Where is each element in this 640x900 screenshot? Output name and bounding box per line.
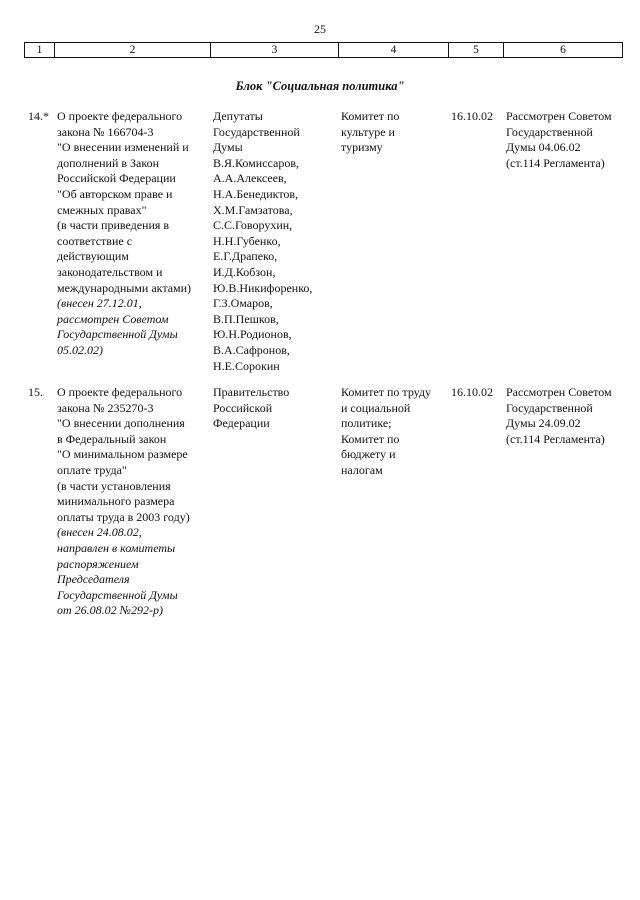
result-line: Рассмотрен Советом	[506, 109, 612, 123]
column-number-1: 1	[25, 43, 55, 58]
date-text: 16.10.02	[451, 109, 493, 123]
bill-status-note-line: (внесен 27.12.01,	[57, 296, 142, 311]
bill-status-note-line: (внесен 24.08.02,	[57, 525, 142, 540]
column-number-2: 2	[55, 43, 211, 58]
author-line: И.Д.Кобзон,	[213, 264, 276, 279]
committee-line: Комитет по	[341, 109, 400, 123]
committee-line: Комитет по	[341, 431, 400, 446]
column-number-5: 5	[449, 43, 504, 58]
committee-line: Комитет по труду	[341, 385, 432, 399]
author-line: Н.Е.Сорокин	[213, 358, 280, 373]
bill-title-line: закона № 235270-3	[57, 400, 154, 415]
entry-number	[28, 109, 58, 125]
author-line: В.А.Сафронов,	[213, 342, 290, 357]
bill-title-line: в Федеральный закон	[57, 431, 167, 446]
bill-title-line: Российской Федерации	[57, 171, 176, 186]
bill-title-line: "Об авторском праве и	[57, 186, 173, 201]
bill-title-line: (в части установления	[57, 478, 171, 493]
committee-line: культуре и	[341, 124, 395, 139]
section-title: Блок "Социальная политика"	[235, 79, 405, 93]
committee-line: бюджету и	[341, 447, 396, 462]
result-line: (ст.114 Регламента)	[506, 155, 605, 170]
bill-title-line: смежных правах"	[57, 202, 147, 217]
author-line: Ю.Н.Родионов,	[213, 327, 292, 342]
bill-status-note-line: Государственной Думы	[57, 587, 178, 602]
bill-title-line: О проекте федерального	[57, 109, 183, 123]
author-line: Российской	[213, 400, 273, 415]
committee-line: налогам	[341, 462, 383, 477]
page-number: 25	[314, 22, 326, 36]
committee-line: и социальной	[341, 400, 411, 415]
bill-status-note-line: Председателя	[57, 572, 130, 587]
bill-status-note-line: распоряжением	[57, 556, 139, 571]
result-line: Государственной	[506, 400, 593, 415]
committee-line: политике;	[341, 416, 392, 431]
bill-title-line: "О минимальном размере	[57, 447, 188, 462]
author-line: Г.З.Омаров,	[213, 296, 273, 311]
author-line: А.А.Алексеев,	[213, 171, 287, 186]
result-line: Государственной	[506, 124, 593, 139]
date-text: 16.10.02	[451, 385, 493, 399]
bill-title-line: "О внесении изменений и	[57, 140, 189, 155]
author-line: Правительство	[213, 385, 290, 399]
author-line: Х.М.Гамзатова,	[213, 202, 293, 217]
author-line: Н.Н.Губенко,	[213, 233, 281, 248]
author-line: Думы	[213, 140, 243, 155]
author-line: Федерации	[213, 416, 270, 431]
bill-title-line: законодательством и	[57, 264, 163, 279]
bill-status-note-line: рассмотрен Советом	[57, 311, 169, 326]
column-number-3: 3	[211, 43, 339, 58]
author-line: Ю.В.Никифоренко,	[213, 280, 313, 295]
result-line: Думы 24.09.02	[506, 416, 581, 431]
bill-authors	[213, 109, 333, 374]
bill-title-line: соответствие с	[57, 233, 133, 248]
author-line: В.Я.Комиссаров,	[213, 155, 299, 170]
entry-number	[28, 385, 58, 401]
bill-title-line: оплаты труда в 2003 году)	[57, 509, 190, 524]
bill-status-note-line: от 26.08.02 №292-р)	[57, 603, 163, 618]
author-line: Государственной	[213, 124, 300, 139]
bill-title-line: дополнений в Закон	[57, 155, 160, 170]
author-line: Н.А.Бенедиктов,	[213, 186, 299, 201]
entry-number-text: 15.	[28, 385, 43, 399]
author-line: Е.Г.Драпеко,	[213, 249, 278, 264]
consideration-date	[451, 385, 503, 401]
bill-status-note-line: 05.02.02)	[57, 342, 103, 357]
bill-title-line: (в части приведения в	[57, 218, 170, 233]
consideration-date	[451, 109, 503, 125]
responsible-committee	[341, 109, 445, 156]
bill-title-line: международными актами)	[57, 280, 192, 295]
bill-title	[57, 385, 205, 619]
result-line: (ст.114 Регламента)	[506, 431, 605, 446]
bill-title	[57, 109, 205, 359]
author-line: С.С.Говорухин,	[213, 218, 293, 233]
bill-title-line: закона № 166704-3	[57, 124, 154, 139]
consideration-result	[506, 109, 626, 171]
bill-status-note-line: Государственной Думы	[57, 327, 178, 342]
committee-line: туризму	[341, 140, 383, 155]
responsible-committee	[341, 385, 445, 479]
bill-title-line: О проекте федерального	[57, 385, 183, 399]
bill-status-note-line: направлен в комитеты	[57, 540, 176, 555]
bill-title-line: минимального размера	[57, 494, 175, 509]
consideration-result	[506, 385, 626, 447]
entry-number-text: 14.*	[28, 109, 49, 123]
bill-title-line: действующим	[57, 249, 129, 264]
bill-title-line: оплате труда"	[57, 462, 127, 477]
author-line: В.П.Пешков,	[213, 311, 279, 326]
result-line: Думы 04.06.02	[506, 140, 581, 155]
column-number-header	[24, 42, 623, 58]
column-number-6: 6	[504, 43, 623, 58]
bill-title-line: "О внесении дополнения	[57, 416, 185, 431]
author-line: Депутаты	[213, 109, 263, 123]
column-number-4: 4	[339, 43, 449, 58]
bill-authors	[213, 385, 333, 432]
result-line: Рассмотрен Советом	[506, 385, 612, 399]
